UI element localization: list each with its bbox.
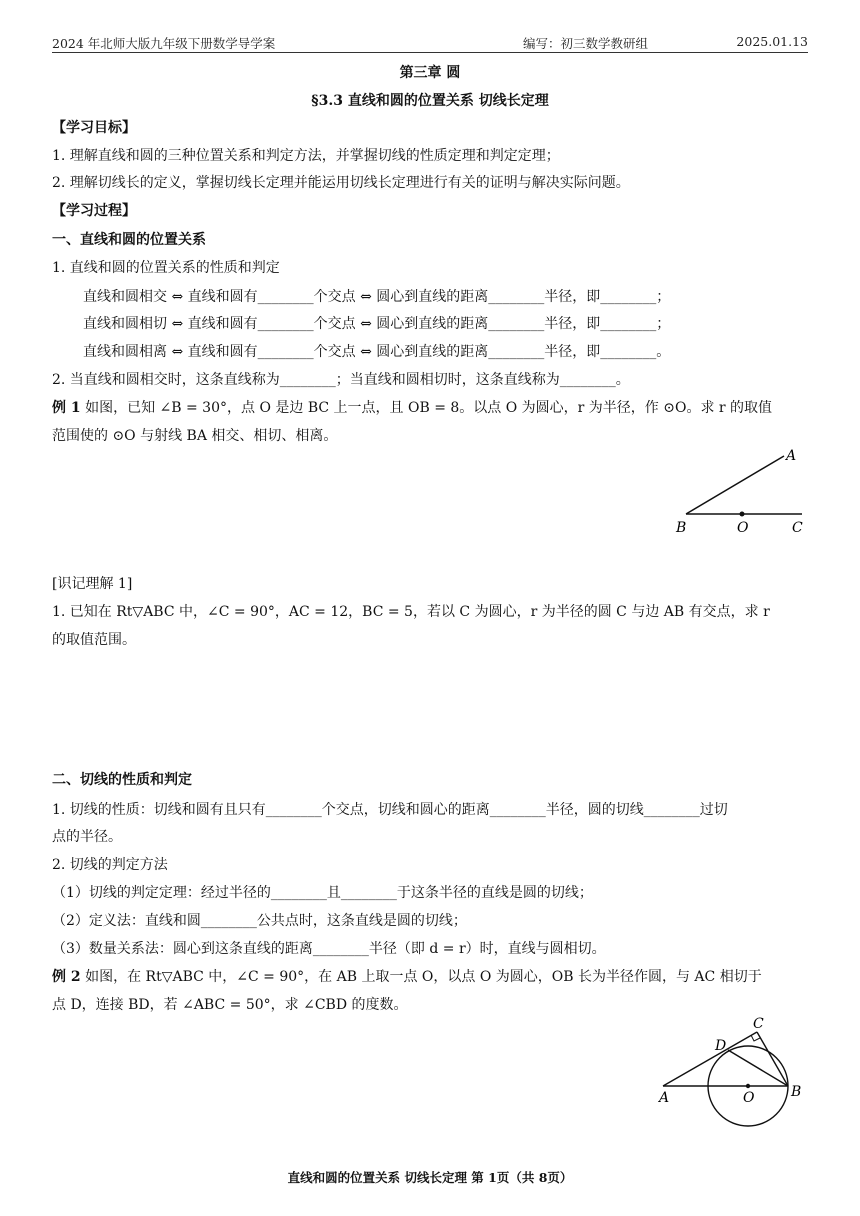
goal-item-2: 2. 理解切线长的定义，掌握切线长定理并能运用切线长定理进行有关的证明与解决实际问题。	[52, 175, 630, 191]
practice-heading: [识记理解 1]	[52, 576, 133, 592]
segment-cb	[757, 1032, 788, 1086]
example2-label: 例 2	[52, 969, 81, 985]
part2-heading: 二、切线的性质和判定	[52, 772, 192, 788]
part1-heading: 一、直线和圆的位置关系	[52, 232, 206, 248]
page-footer: 直线和圆的位置关系 切线长定理 第 1页（共 8页）	[287, 1170, 573, 1185]
example1-line1	[52, 397, 772, 417]
example1-line2: 范围使的 ⊙O 与射线 BA 相交、相切、相离。	[52, 428, 338, 444]
chapter-title: 第三章 圆	[399, 65, 461, 81]
part1-item2: 2. 当直线和圆相交时，这条直线称为________；当直线和圆相切时，这条直线称为________。	[52, 372, 630, 388]
part2-item1-line1: 1. 切线的性质：切线和圆有且只有________个交点，切线和圆心的距离________半径，圆的切线________过切	[52, 802, 728, 818]
header-rule	[52, 52, 808, 53]
example1-text: 如图，已知 ∠B = 30°，点 O 是边 BC 上一点，且 OB = 8。以点 O 为圆心，r 为半径，作 ⊙O。求 r 的取值	[80, 400, 773, 416]
example2-line1	[52, 966, 762, 986]
header-date: 2025.01.13	[736, 34, 808, 49]
process-heading: 【学习过程】	[52, 203, 136, 219]
relation-intersect: 直线和圆相交 ⇔ 直线和圆有________个交点 ⇔ 圆心到直线的距离________半径，即________；	[83, 289, 671, 305]
example2-text: 如图，在 Rt▽ABC 中，∠C = 90°，在 AB 上取一点 O，以点 O 为圆心，OB 长为半径作圆，与 AC 相切于	[80, 969, 762, 985]
label-a: A	[659, 1090, 670, 1106]
practice1-line2: 的取值范围。	[52, 632, 136, 648]
ray-ba	[686, 456, 784, 514]
label-c: C	[753, 1016, 764, 1032]
label-o: O	[743, 1090, 755, 1106]
label-a: A	[786, 448, 797, 464]
point-o	[746, 1084, 750, 1088]
section-title: §3.3 直线和圆的位置关系 切线长定理	[311, 93, 549, 109]
label-o: O	[737, 520, 749, 536]
example1-figure	[670, 440, 810, 540]
header-title: 2024 年北师大版九年级下册数学导学案	[52, 36, 276, 51]
part2-item2: 2. 切线的判定方法	[52, 857, 168, 873]
example2-line2: 点 D，连接 BD，若 ∠ABC = 50°，求 ∠CBD 的度数。	[52, 997, 408, 1013]
example1-label: 例 1	[52, 400, 81, 416]
label-d: D	[715, 1038, 727, 1054]
goals-heading: 【学习目标】	[52, 120, 136, 136]
label-c: C	[792, 520, 803, 536]
part2-sub1: （1）切线的判定定理：经过半径的________且________于这条半径的直线是圆的切线；	[52, 885, 593, 901]
goal-item-1: 1. 理解直线和圆的三种位置关系和判定方法，并掌握切线的性质定理和判定定理；	[52, 148, 560, 164]
segment-bd	[728, 1050, 788, 1086]
relation-separate: 直线和圆相离 ⇔ 直线和圆有________个交点 ⇔ 圆心到直线的距离________半径，即________。	[83, 344, 671, 360]
part2-sub3: （3）数量关系法：圆心到这条直线的距离________半径（即 d = r）时，直线与圆相切。	[52, 941, 606, 957]
label-b: B	[676, 520, 687, 536]
label-b: B	[791, 1084, 802, 1100]
header-author: 编写：初三数学教研组	[523, 36, 649, 51]
relation-tangent: 直线和圆相切 ⇔ 直线和圆有________个交点 ⇔ 圆心到直线的距离________半径，即________；	[83, 316, 671, 332]
part1-item1: 1. 直线和圆的位置关系的性质和判定	[52, 260, 280, 276]
part2-sub2: （2）定义法：直线和圆________公共点时，这条直线是圆的切线；	[52, 913, 467, 929]
practice1-line1: 1. 已知在 Rt▽ABC 中，∠C = 90°，AC = 12，BC = 5，若以 C 为圆心，r 为半径的圆 C 与边 AB 有交点，求 r	[52, 604, 770, 620]
part2-item1-line2: 点的半径。	[52, 829, 122, 845]
point-o	[740, 512, 745, 517]
example2-figure	[655, 1012, 810, 1127]
